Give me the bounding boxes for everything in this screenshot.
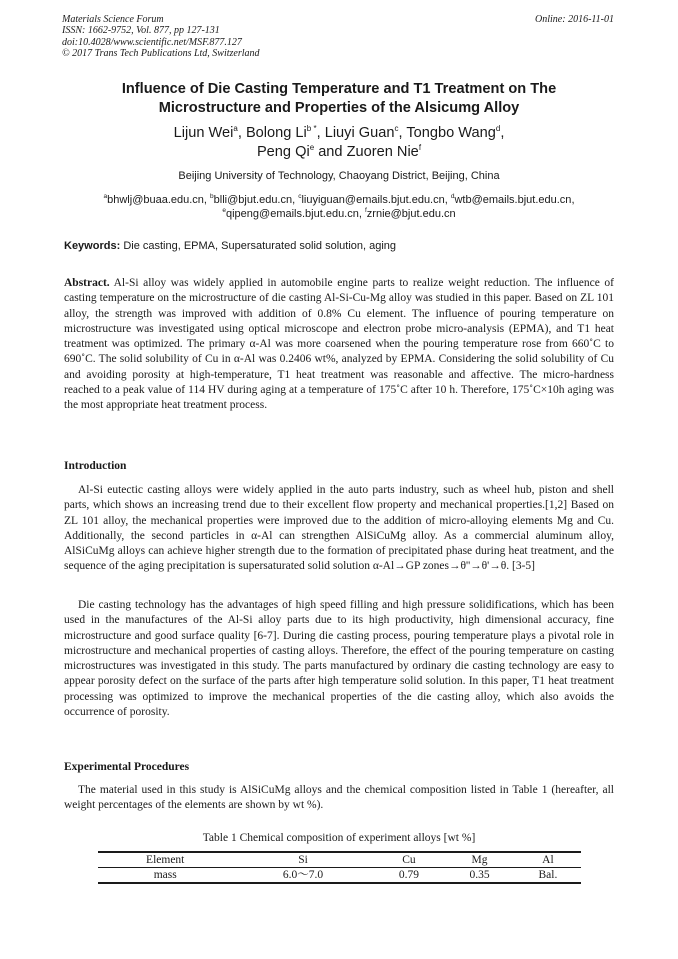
author-name: Tongbo Wang <box>406 125 496 141</box>
table-caption: Table 1 Chemical composition of experiment alloys [wt %] <box>202 832 476 844</box>
email-address[interactable]: wtb@emails.bjut.edu.cn <box>454 194 572 206</box>
table-cell: 0.35 <box>444 868 515 884</box>
affiliation: Beijing University of Technology, Chaoyang District, Beijing, China <box>178 170 500 182</box>
emails-line-2 <box>0 207 678 221</box>
introduction-paragraph-1: Al-Si eutectic casting alloys were widely applied in the auto parts industry, such as wheel hub, piston and shell parts, which shows an increasing trend due to their excellent flow property and mechanical properties.[1,2] Based on ZL 101 alloy, the mechanical properties were improved due to the addition of micro-alloying elements Mg and Cu. Additionally, the second particles in α-Al can strengthen AlSiCuMg alloy. As a commercial aluminum alloy, AlSiCuMg alloys can achieve higher strength due to the formation of precipitated phase during heat treatment, and the sequence of the aging precipitation is supersaturated solid solution α-Al→GP zones→θ''→θ'→θ. [3-5] <box>64 484 614 573</box>
author-separator: , <box>500 125 505 141</box>
table-header-cell: Si <box>232 852 373 868</box>
keywords <box>64 240 396 252</box>
online-date: Online: 2016-11-01 <box>535 14 614 25</box>
emails-line-1 <box>0 193 678 207</box>
email-separator: , <box>292 194 299 206</box>
authors-line-1 <box>0 124 678 143</box>
email-sup: d <box>450 193 455 200</box>
abstract <box>64 276 614 414</box>
author-separator: , <box>398 125 407 141</box>
author-list <box>0 124 678 162</box>
keywords-label: Keywords: <box>64 240 121 252</box>
table-cell: mass <box>98 868 232 884</box>
email-address[interactable]: blli@bjut.edu.cn <box>213 194 293 206</box>
abstract-label: Abstract. <box>64 277 110 289</box>
authors-line-2 <box>0 143 678 162</box>
introduction-heading: Introduction <box>64 460 127 472</box>
email-address[interactable]: qipeng@emails.bjut.edu.cn <box>226 208 359 220</box>
table-header-cell: Al <box>515 852 581 868</box>
author-name: Peng Qi <box>256 144 310 160</box>
keywords-text: Die casting, EPMA, Supersaturated solid solution, aging <box>123 240 397 252</box>
table-cell: Bal. <box>515 868 581 884</box>
email-sup: e <box>222 207 226 214</box>
table-cell: 0.79 <box>374 868 445 884</box>
email-address[interactable]: bhwlj@buaa.edu.cn <box>107 194 204 206</box>
author-sup: f <box>418 143 422 152</box>
author-name: Lijun Wei <box>173 125 234 141</box>
paper-title <box>0 80 678 118</box>
email-sup: f <box>364 207 367 214</box>
title-line-1: Influence of Die Casting Temperature and T1 Treatment on The <box>121 81 557 97</box>
table-header-cell: Element <box>98 852 232 868</box>
journal-info <box>62 14 260 60</box>
table-header-cell: Cu <box>374 852 445 868</box>
journal-name: Materials Science Forum <box>62 14 164 25</box>
email-sup: a <box>103 193 108 200</box>
title-line-2: Microstructure and Properties of the Alsicumg Alloy <box>158 100 520 116</box>
issn-line: ISSN: 1662-9752, Vol. 877, pp 127-131 <box>62 25 220 37</box>
email-sup: c <box>298 193 302 200</box>
table-row <box>98 868 581 884</box>
table-header-cell: Mg <box>444 852 515 868</box>
email-list <box>0 193 678 221</box>
email-separator: , <box>203 194 211 206</box>
author-name: Zuoren Nie <box>346 144 419 160</box>
author-sup: d <box>495 124 501 133</box>
author-separator: , <box>316 125 325 141</box>
email-separator: , <box>358 208 365 220</box>
email-address[interactable]: zrnie@bjut.edu.cn <box>366 208 456 220</box>
doi-line: doi:10.4028/www.scientific.net/MSF.877.127 <box>62 36 242 48</box>
introduction-paragraph-2: Die casting technology has the advantages of high speed filling and high pressure solidifications, which has been used in the manufactures of the Al-Si alloy parts due to its high productivity, high dimensional accuracy, fine microstructure and good surface quality [6-7]. During die casting process, pouring temperature plays a pivotal role in microstructure and mechanical properties of casting alloys. Therefore, the effect of the pouring temperature on casting microstructures was investigated in this study. The parts manufactured by ordinary die casting technology are easy to appear porosity defect on the surface of the parts after high temperature solid solution. In this paper, T1 heat treatment processing was optimized to improve the mechanical properties of the die casting alloy, which also avoids the occurrence of porosity. <box>64 599 614 719</box>
experimental-paragraph-1: The material used in this study is AlSiCuMg alloys and the chemical composition listed in Table 1 (hereafter, all weight percentages of the elements are shown by wt %). <box>64 784 614 812</box>
author-separator: and <box>314 144 347 160</box>
author-sup: e <box>309 143 315 152</box>
table-cell: 6.0～7.0 <box>232 868 373 884</box>
author-separator: , <box>237 125 246 141</box>
author-sup: a <box>233 124 238 133</box>
composition-table <box>98 851 581 884</box>
email-separator: , <box>571 194 575 206</box>
email-sup: b <box>210 193 214 200</box>
email-separator: , <box>444 194 451 206</box>
copyright-line: © 2017 Trans Tech Publications Ltd, Switzerland <box>62 48 260 60</box>
experimental-heading: Experimental Procedures <box>64 761 190 773</box>
author-sup: b * <box>306 124 317 133</box>
author-name: Bolong Li <box>245 125 307 141</box>
abstract-text: Al-Si alloy was widely applied in automobile engine parts to realize weight reduction. The influence of casting temperature on the microstructure of die casting Al-Si-Cu-Mg alloy was studied in this paper. Based on ZL 101 alloy, the strength was improved with addition of 0.8% Cu element. The influence of pouring temperature on microstructure was investigated using optical microscope and electron probe micro-analysis (EPMA), and T1 heat treatment was optimized. The primary α-Al was more coarsened when the pouring temperature rose from 660˚C to 690˚C. The solid solubility of Cu in α-Al was 0.2406 wt%, analyzed by EPMA. Considering the solid solubility of Cu and avoiding porosity at high-temperature, T1 heat treatment was reasonable and affective. The micro-hardness reached to a peak value of 114 HV during aging at a temperature of 175˚C after 10 h. Therefore, 175˚C×10h aging was the most appropriate heat treatment process. <box>64 277 614 412</box>
author-sup: c <box>394 124 399 133</box>
author-name: Liuyi Guan <box>324 125 395 141</box>
email-address[interactable]: liuyiguan@emails.bjut.edu.cn <box>301 194 445 206</box>
table-header-row <box>98 852 581 868</box>
